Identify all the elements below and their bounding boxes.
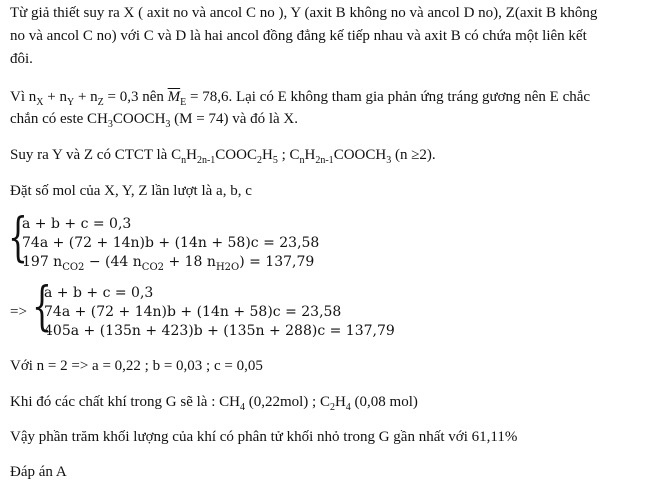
paragraph-3: Suy ra Y và Z có CTCT là $C_nH_{2n-1}COOC_2H_5$ ; $C_nH_{2n-1}COOCH_3$ (n ≥2). <box>10 147 436 166</box>
system-1-equation-3: 197 $n_{CO2} - (44$ $n_{CO2} + 18$ $n_{H2O}) = 137,79$ <box>22 254 315 273</box>
paragraph-6: Khi đó các chất khí trong G sẽ là : $CH_4$ (0,22mol) ; $C_2H_4$ (0,08 mol) <box>10 394 418 413</box>
system-2-equation-2: 74a + (72 + 14n)b + (14n + 58)c = 23,58 <box>44 304 342 320</box>
paragraph-1-line-3: đôi. <box>10 51 33 67</box>
answer-line: Đáp án A <box>10 464 67 480</box>
system-1-equation-2: 74a + (72 + 14n)b + (14n + 58)c = 23,58 <box>22 235 320 251</box>
system-1-brace: { <box>8 208 28 268</box>
paragraph-1-line-2: no và ancol C no) với C và D là hai ancol đồng đẳng kế tiếp nhau và axit B có chứa một liên kết <box>10 28 587 44</box>
system-2-equation-1: a + b + c = 0,3 <box>44 285 154 301</box>
system-2-brace: { <box>32 277 52 337</box>
paragraph-7: Vậy phần trăm khối lượng của khí có phân tử khối nhỏ trong G gần nhất với 61,11% <box>10 429 518 445</box>
implies-arrow: => <box>10 304 27 320</box>
system-2-equation-3: 405a + (135n + 423)b + (135n + 288)c = 137,79 <box>44 323 395 339</box>
paragraph-2-line-1: Vì $n_X + n_Y + n_Z = 0,3$ nên $\overline{M}_E = 78,6$. Lại có E không tham gia phản ứng tráng gương nên E chắc <box>10 89 591 108</box>
paragraph-2-line-2: chắn có este $CH_3COOCH_3$ (M = 74) và đó là X. <box>10 111 299 130</box>
mean-molar-mass-symbol: $\overline{M}$ <box>167 89 181 105</box>
system-1-equation-1: a + b + c = 0,3 <box>22 216 132 232</box>
paragraph-4: Đặt số mol của X, Y, Z lần lượt là a, b, c <box>10 183 252 199</box>
paragraph-5: Với n = 2 => a = 0,22 ; b = 0,03 ; c = 0,05 <box>10 358 263 374</box>
paragraph-1-line-1: Từ giả thiết suy ra X ( axit no và ancol C no ), Y (axit B không no và ancol D no), Z(axit B không <box>10 5 598 21</box>
